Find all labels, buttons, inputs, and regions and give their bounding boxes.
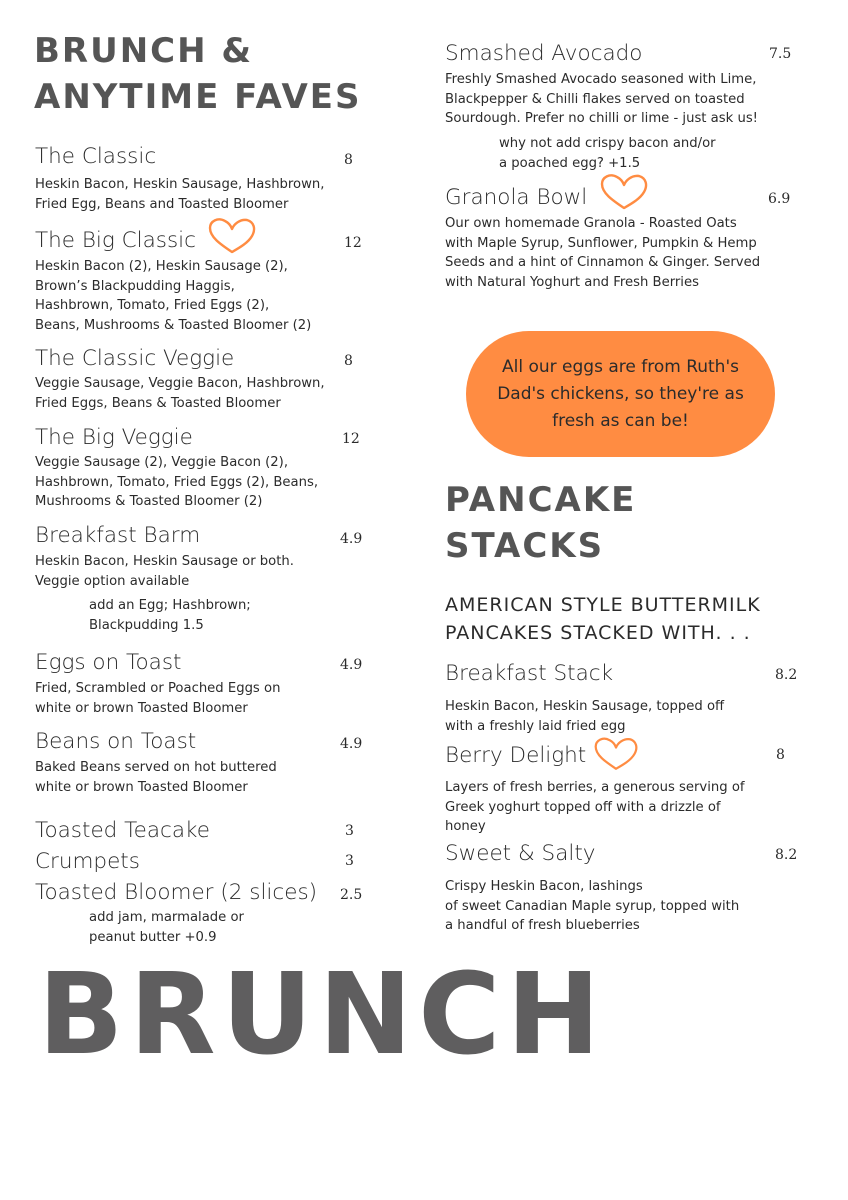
- item-description: Heskin Bacon (2), Heskin Sausage (2), Brown’s Blackpudding Haggis, Hashbrown, Tomato, Fried Eggs (2), Beans, Mushrooms & Toasted Bloomer (2): [35, 259, 312, 333]
- section-heading-brunch: [34, 28, 361, 120]
- item-price: 12: [342, 431, 360, 447]
- callout-line: All our eggs are from Ruth's: [501, 356, 739, 377]
- callout-line: Dad's chickens, so they're as: [497, 383, 744, 404]
- heading-line: STACKS: [445, 526, 605, 566]
- item-price: 8: [776, 747, 785, 763]
- item-name-smashed-avocado: Smashed Avocado: [445, 41, 643, 66]
- item-name-beans-on-toast: Beans on Toast: [35, 729, 197, 754]
- item-name-sweet-and-salty: Sweet & Salty: [445, 841, 596, 866]
- item-description: Veggie Sausage, Veggie Bacon, Hashbrown, Fried Eggs, Beans & Toasted Bloomer: [35, 376, 325, 411]
- item-price: 8: [344, 353, 353, 369]
- item-description: Baked Beans served on hot buttered white or brown Toasted Bloomer: [35, 760, 277, 795]
- heading-line: PANCAKE: [445, 480, 637, 520]
- item-price: 8: [344, 152, 353, 168]
- heading-line: BRUNCH &: [34, 31, 254, 71]
- item-description: Freshly Smashed Avocado seasoned with Lime, Blackpepper & Chilli flakes served on toasted Sourdough. Prefer no chilli or lime - just ask us!: [445, 72, 758, 126]
- item-description: Heskin Bacon, Heskin Sausage, topped off with a freshly laid fried egg: [445, 699, 725, 734]
- item-price: 3: [345, 823, 354, 839]
- item-description: Veggie Sausage (2), Veggie Bacon (2), Hashbrown, Tomato, Fried Eggs (2), Beans, Mushrooms & Toasted Bloomer (2): [35, 455, 319, 509]
- item-price: 2.5: [340, 887, 363, 903]
- item-price: 6.9: [768, 191, 791, 207]
- item-price: 7.5: [769, 46, 792, 62]
- item-name-eggs-on-toast: Eggs on Toast: [35, 650, 182, 675]
- item-name-the-big-classic: The Big Classic: [35, 228, 196, 253]
- item-price: 4.9: [340, 531, 363, 547]
- item-description: Heskin Bacon, Heskin Sausage, Hashbrown, Fried Egg, Beans and Toasted Bloomer: [35, 177, 325, 212]
- item-name-crumpets: Crumpets: [35, 849, 140, 874]
- item-price: 8.2: [775, 847, 798, 863]
- item-name-granola-bowl: Granola Bowl: [445, 185, 588, 210]
- item-price: 4.9: [340, 736, 363, 752]
- heart-icon: [206, 216, 258, 256]
- footer-brunch-title: BRUNCH: [38, 950, 607, 1080]
- heart-icon: [592, 733, 640, 775]
- item-price: 4.9: [340, 657, 363, 673]
- item-description: Fried, Scrambled or Poached Eggs on white or brown Toasted Bloomer: [35, 681, 281, 716]
- item-name-berry-delight: Berry Delight: [445, 743, 587, 768]
- heading-line: ANYTIME FAVES: [34, 77, 362, 117]
- heart-icon: [598, 172, 650, 212]
- item-price: 8.2: [775, 667, 798, 683]
- item-price: 12: [344, 235, 362, 251]
- pancake-subtitle: AMERICAN STYLE BUTTERMILK PANCAKES STACKED WITH. . .: [445, 594, 761, 644]
- item-name-the-classic-veggie: The Classic Veggie: [35, 346, 235, 371]
- item-description: Our own homemade Granola - Roasted Oats with Maple Syrup, Sunflower, Pumpkin & Hemp Seeds and a hint of Cinnamon & Ginger. Served with Natural Yoghurt and Fresh Berries: [445, 216, 761, 290]
- add-on-note: add an Egg; Hashbrown; Blackpudding 1.5: [89, 598, 251, 633]
- item-name-the-classic: The Classic: [35, 144, 157, 169]
- item-description: Heskin Bacon, Heskin Sausage or both. Veggie option available: [35, 554, 294, 589]
- item-name-toasted-bloomer: Toasted Bloomer (2 slices): [35, 880, 318, 905]
- callout-line: fresh as can be!: [552, 410, 689, 431]
- item-name-toasted-teacake: Toasted Teacake: [35, 818, 210, 843]
- item-price: 3: [345, 853, 354, 869]
- item-name-breakfast-barm: Breakfast Barm: [35, 523, 201, 548]
- item-description: Crispy Heskin Bacon, lashings of sweet Canadian Maple syrup, topped with a handful of fresh blueberries: [445, 879, 740, 933]
- item-description: Layers of fresh berries, a generous serving of Greek yoghurt topped off with a drizzle of honey: [445, 780, 745, 834]
- section-heading-pancakes: [445, 477, 636, 569]
- add-on-note: add jam, marmalade or peanut butter +0.9: [89, 910, 244, 945]
- item-name-breakfast-stack: Breakfast Stack: [445, 661, 614, 686]
- eggs-callout-bubble: [466, 331, 775, 457]
- item-name-the-big-veggie: The Big Veggie: [35, 425, 193, 450]
- add-on-note: why not add crispy bacon and/or a poached egg? +1.5: [499, 136, 716, 171]
